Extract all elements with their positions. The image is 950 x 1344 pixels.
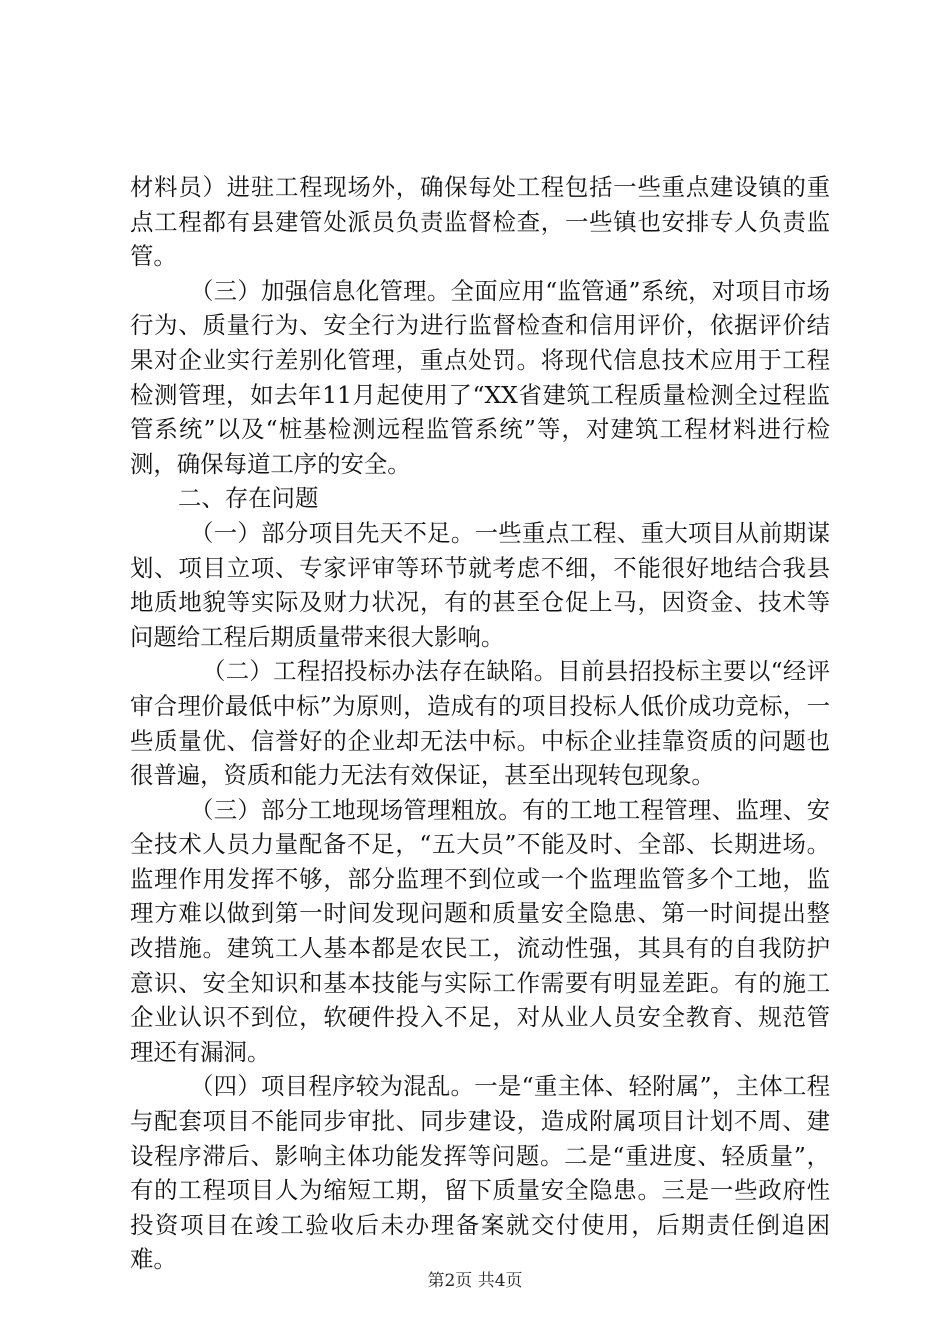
paragraph-problem-2: （二）工程招投标办法存在缺陷。目前县招投标主要以“经评审合理价最低中标”为原则，造成有的项目投标人低价成功竞标，一些质量优、信誉好的企业却无法中标。中标企业挂靠资质的问题也很普遍，资质和能力无法有效保证，甚至出现转包现象。 xyxy=(130,657,830,790)
page-footer: 第2页 共4页 xyxy=(427,1271,523,1291)
document-body xyxy=(130,170,830,1277)
paragraph-continuation: 材料员）进驻工程现场外，确保每处工程包括一些重点建设镇的重点工程都有县建管处派员负责监督检查，一些镇也安排专人负责监管。 xyxy=(130,173,830,271)
section-heading-problems: 二、存在问题 xyxy=(178,484,319,513)
paragraph-problem-3: （三）部分工地现场管理粗放。有的工地工程管理、监理、安全技术人员力量配备不足，“五大员”不能及时、全部、长期进场。监理作用发挥不够，部分监理不到位或一个监理监管多个工地，监理方难以做到第一时间发现问题和质量安全隐患、第一时间提出整改措施。建筑工人基本都是农民工，流动性强，其具有的自我防护意识、安全知识和基本技能与实际工作需要有明显差距。有的施工企业认识不到位，软硬件投入不足，对从业人员安全教育、规范管理还有漏洞。 xyxy=(130,795,830,1066)
paragraph-info-management: （三）加强信息化管理。全面应用“监管通”系统，对项目市场行为、质量行为、安全行为进行监督检查和信用评价，依据评价结果对企业实行差别化管理，重点处罚。将现代信息技术应用于工程检测管理，如去年11月起使用了“XX省建筑工程质量检测全过程监管系统”以及“桩基检测远程监管系统”等，对建筑工程材料进行检测，确保每道工序的安全。 xyxy=(130,276,830,478)
paragraph-problem-1: （一）部分项目先天不足。一些重点工程、重大项目从前期谋划、项目立项、专家评审等环节就考虑不细，不能很好地结合我县地质地貌等实际及财力状况，有的甚至仓促上马，因资金、技术等问题给工程后期质量带来很大影响。 xyxy=(130,518,830,651)
paragraph-problem-4: （四）项目程序较为混乱。一是“重主体、轻附属”，主体工程与配套项目不能同步审批、同步建设，造成附属项目计划不周、建设程序滞后、影响主体功能发挥等问题。二是“重进度、轻质量”，有的工程项目人为缩短工期，留下质量安全隐患。三是一些政府性投资项目在竣工验收后未办理备案就交付使用，后期责任倒追困难。 xyxy=(130,1072,830,1274)
